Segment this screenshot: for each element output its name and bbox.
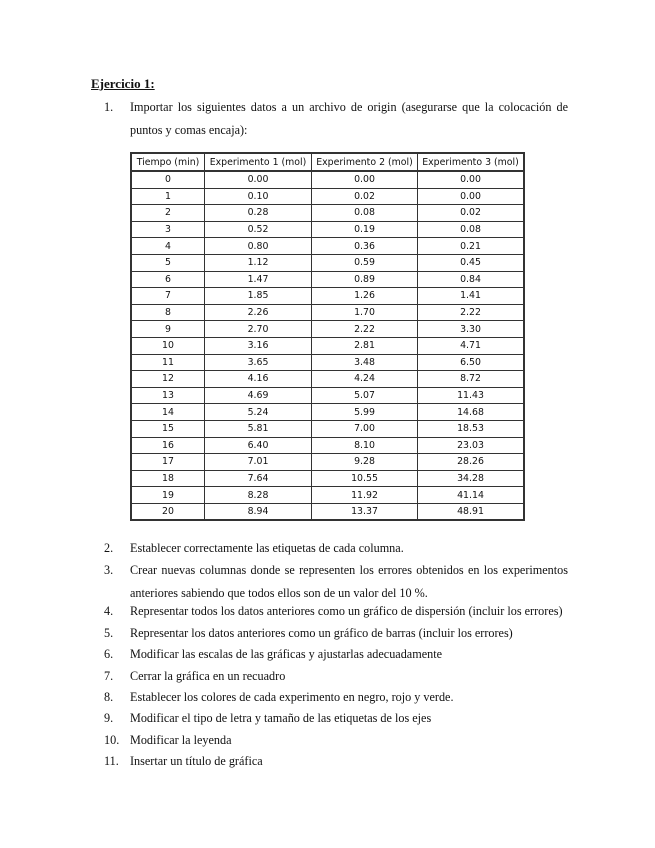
list-item-text: Crear nuevas columnas donde se representen los errores obtenidos en los experimentos anteriores sabiendo que todos ellos son de un valor del 10 %. xyxy=(130,563,568,600)
column-header-experimento-3: Experimento 3 (mol) xyxy=(418,153,525,171)
table-cell: 3.16 xyxy=(205,337,312,354)
table-cell: 0.52 xyxy=(205,221,312,238)
list-item-text: Modificar el tipo de letra y tamaño de las etiquetas de los ejes xyxy=(130,711,432,725)
table-cell: 6.50 xyxy=(418,354,525,371)
table-row xyxy=(131,271,524,288)
table-row xyxy=(131,188,524,205)
table-cell: 0.84 xyxy=(418,271,525,288)
table-cell: 0.02 xyxy=(418,205,525,222)
list-item-text: Importar los siguientes datos a un archivo de origin (asegurarse que la colocación de puntos y comas encaja): xyxy=(130,100,568,137)
table-cell: 14.68 xyxy=(418,404,525,421)
table-row xyxy=(131,321,524,338)
table-cell: 5 xyxy=(131,254,205,271)
table-cell: 8 xyxy=(131,304,205,321)
table-cell: 7.01 xyxy=(205,454,312,471)
table-cell: 5.07 xyxy=(312,387,418,404)
table-cell: 0 xyxy=(131,171,205,188)
table-cell: 14 xyxy=(131,404,205,421)
table-row xyxy=(131,304,524,321)
table-cell: 8.72 xyxy=(418,371,525,388)
table-cell: 5.81 xyxy=(205,420,312,437)
table-cell: 0.19 xyxy=(312,221,418,238)
table-cell: 0.59 xyxy=(312,254,418,271)
table-cell: 0.80 xyxy=(205,238,312,255)
table-row xyxy=(131,171,524,188)
list-item-number: 7. xyxy=(104,669,114,683)
list-item-number: 5. xyxy=(104,626,114,640)
table-cell: 8.10 xyxy=(312,437,418,454)
list-item-number: 6. xyxy=(104,647,114,661)
table-cell: 11.43 xyxy=(418,387,525,404)
list-item-text: Cerrar la gráfica en un recuadro xyxy=(130,669,286,683)
table-cell: 9.28 xyxy=(312,454,418,471)
table-cell: 41.14 xyxy=(418,487,525,504)
table-cell: 1 xyxy=(131,188,205,205)
table-row xyxy=(131,238,524,255)
table-cell: 13 xyxy=(131,387,205,404)
table-cell: 0.21 xyxy=(418,238,525,255)
table-cell: 3.30 xyxy=(418,321,525,338)
table-cell: 34.28 xyxy=(418,470,525,487)
table-cell: 13.37 xyxy=(312,503,418,520)
table-cell: 4.71 xyxy=(418,337,525,354)
table-cell: 7.64 xyxy=(205,470,312,487)
table-cell: 0.28 xyxy=(205,205,312,222)
table-cell: 8.28 xyxy=(205,487,312,504)
table-cell: 18 xyxy=(131,470,205,487)
list-item-text: Establecer los colores de cada experimento en negro, rojo y verde. xyxy=(130,690,454,704)
table-cell: 4.69 xyxy=(205,387,312,404)
table-row xyxy=(131,420,524,437)
table-cell: 5.99 xyxy=(312,404,418,421)
table-cell: 4.24 xyxy=(312,371,418,388)
list-item-number: 9. xyxy=(104,711,114,725)
table-cell: 2.22 xyxy=(418,304,525,321)
table-cell: 3.48 xyxy=(312,354,418,371)
list-item xyxy=(104,559,568,605)
exercise-title: Ejercicio 1: xyxy=(91,76,155,91)
table-cell: 0.00 xyxy=(418,171,525,188)
table-cell: 11.92 xyxy=(312,487,418,504)
table-cell: 17 xyxy=(131,454,205,471)
table-row xyxy=(131,371,524,388)
table-row xyxy=(131,387,524,404)
table-cell: 4 xyxy=(131,238,205,255)
table-cell: 1.26 xyxy=(312,288,418,305)
table-cell: 0.08 xyxy=(418,221,525,238)
table-row xyxy=(131,437,524,454)
table-cell: 4.16 xyxy=(205,371,312,388)
list-item-number: 10. xyxy=(104,733,120,747)
table-cell: 5.24 xyxy=(205,404,312,421)
table-row xyxy=(131,205,524,222)
list-item-number: 2. xyxy=(104,541,114,555)
table-cell: 1.85 xyxy=(205,288,312,305)
list-item-number: 1. xyxy=(104,100,114,114)
table-cell: 28.26 xyxy=(418,454,525,471)
table-row xyxy=(131,454,524,471)
table-cell: 0.00 xyxy=(418,188,525,205)
table-cell: 7 xyxy=(131,288,205,305)
table-cell: 7.00 xyxy=(312,420,418,437)
list-item xyxy=(104,96,568,142)
table-row xyxy=(131,354,524,371)
table-cell: 20 xyxy=(131,503,205,520)
table-header-row xyxy=(131,153,524,171)
table-row xyxy=(131,404,524,421)
table-cell: 10.55 xyxy=(312,470,418,487)
table-cell: 48.91 xyxy=(418,503,525,520)
table-cell: 2 xyxy=(131,205,205,222)
list-item-number: 11. xyxy=(104,754,119,768)
table-cell: 1.47 xyxy=(205,271,312,288)
table-cell: 18.53 xyxy=(418,420,525,437)
table-cell: 1.41 xyxy=(418,288,525,305)
table-cell: 23.03 xyxy=(418,437,525,454)
list-item-text: Representar todos los datos anteriores como un gráfico de dispersión (incluir los errores) xyxy=(130,604,563,618)
table-cell: 2.26 xyxy=(205,304,312,321)
table-cell: 0.89 xyxy=(312,271,418,288)
table-row xyxy=(131,254,524,271)
column-header-experimento-2: Experimento 2 (mol) xyxy=(312,153,418,171)
table-cell: 1.70 xyxy=(312,304,418,321)
list-item-text: Modificar la leyenda xyxy=(130,733,232,747)
table-row xyxy=(131,487,524,504)
table-cell: 3 xyxy=(131,221,205,238)
list-item-text: Establecer correctamente las etiquetas de cada columna. xyxy=(130,541,404,555)
table-cell: 6.40 xyxy=(205,437,312,454)
table-body xyxy=(131,171,524,520)
table-cell: 16 xyxy=(131,437,205,454)
table-cell: 0.02 xyxy=(312,188,418,205)
table-cell: 15 xyxy=(131,420,205,437)
table-cell: 0.36 xyxy=(312,238,418,255)
list-item-number: 3. xyxy=(104,563,114,577)
table-cell: 11 xyxy=(131,354,205,371)
column-header-experimento-1: Experimento 1 (mol) xyxy=(205,153,312,171)
table-cell: 9 xyxy=(131,321,205,338)
list-item-text: Representar los datos anteriores como un gráfico de barras (incluir los errores) xyxy=(130,626,513,640)
list-item-text: Insertar un título de gráfica xyxy=(130,754,263,768)
table-cell: 12 xyxy=(131,371,205,388)
table-cell: 1.12 xyxy=(205,254,312,271)
table-cell: 19 xyxy=(131,487,205,504)
table-cell: 8.94 xyxy=(205,503,312,520)
table-row xyxy=(131,503,524,520)
table-row xyxy=(131,288,524,305)
table-cell: 0.08 xyxy=(312,205,418,222)
data-table xyxy=(130,152,525,521)
table-cell: 10 xyxy=(131,337,205,354)
column-header-tiempo: Tiempo (min) xyxy=(131,153,205,171)
table-cell: 0.45 xyxy=(418,254,525,271)
list-item-number: 4. xyxy=(104,604,114,618)
table-cell: 0.00 xyxy=(312,171,418,188)
table-cell: 2.70 xyxy=(205,321,312,338)
table-row xyxy=(131,221,524,238)
list-item-number: 8. xyxy=(104,690,114,704)
list-item-text: Modificar las escalas de las gráficas y ajustarlas adecuadamente xyxy=(130,647,442,661)
table-row xyxy=(131,470,524,487)
table-cell: 6 xyxy=(131,271,205,288)
table-row xyxy=(131,337,524,354)
table-cell: 2.81 xyxy=(312,337,418,354)
table-cell: 3.65 xyxy=(205,354,312,371)
table-cell: 0.00 xyxy=(205,171,312,188)
table-cell: 0.10 xyxy=(205,188,312,205)
table-cell: 2.22 xyxy=(312,321,418,338)
